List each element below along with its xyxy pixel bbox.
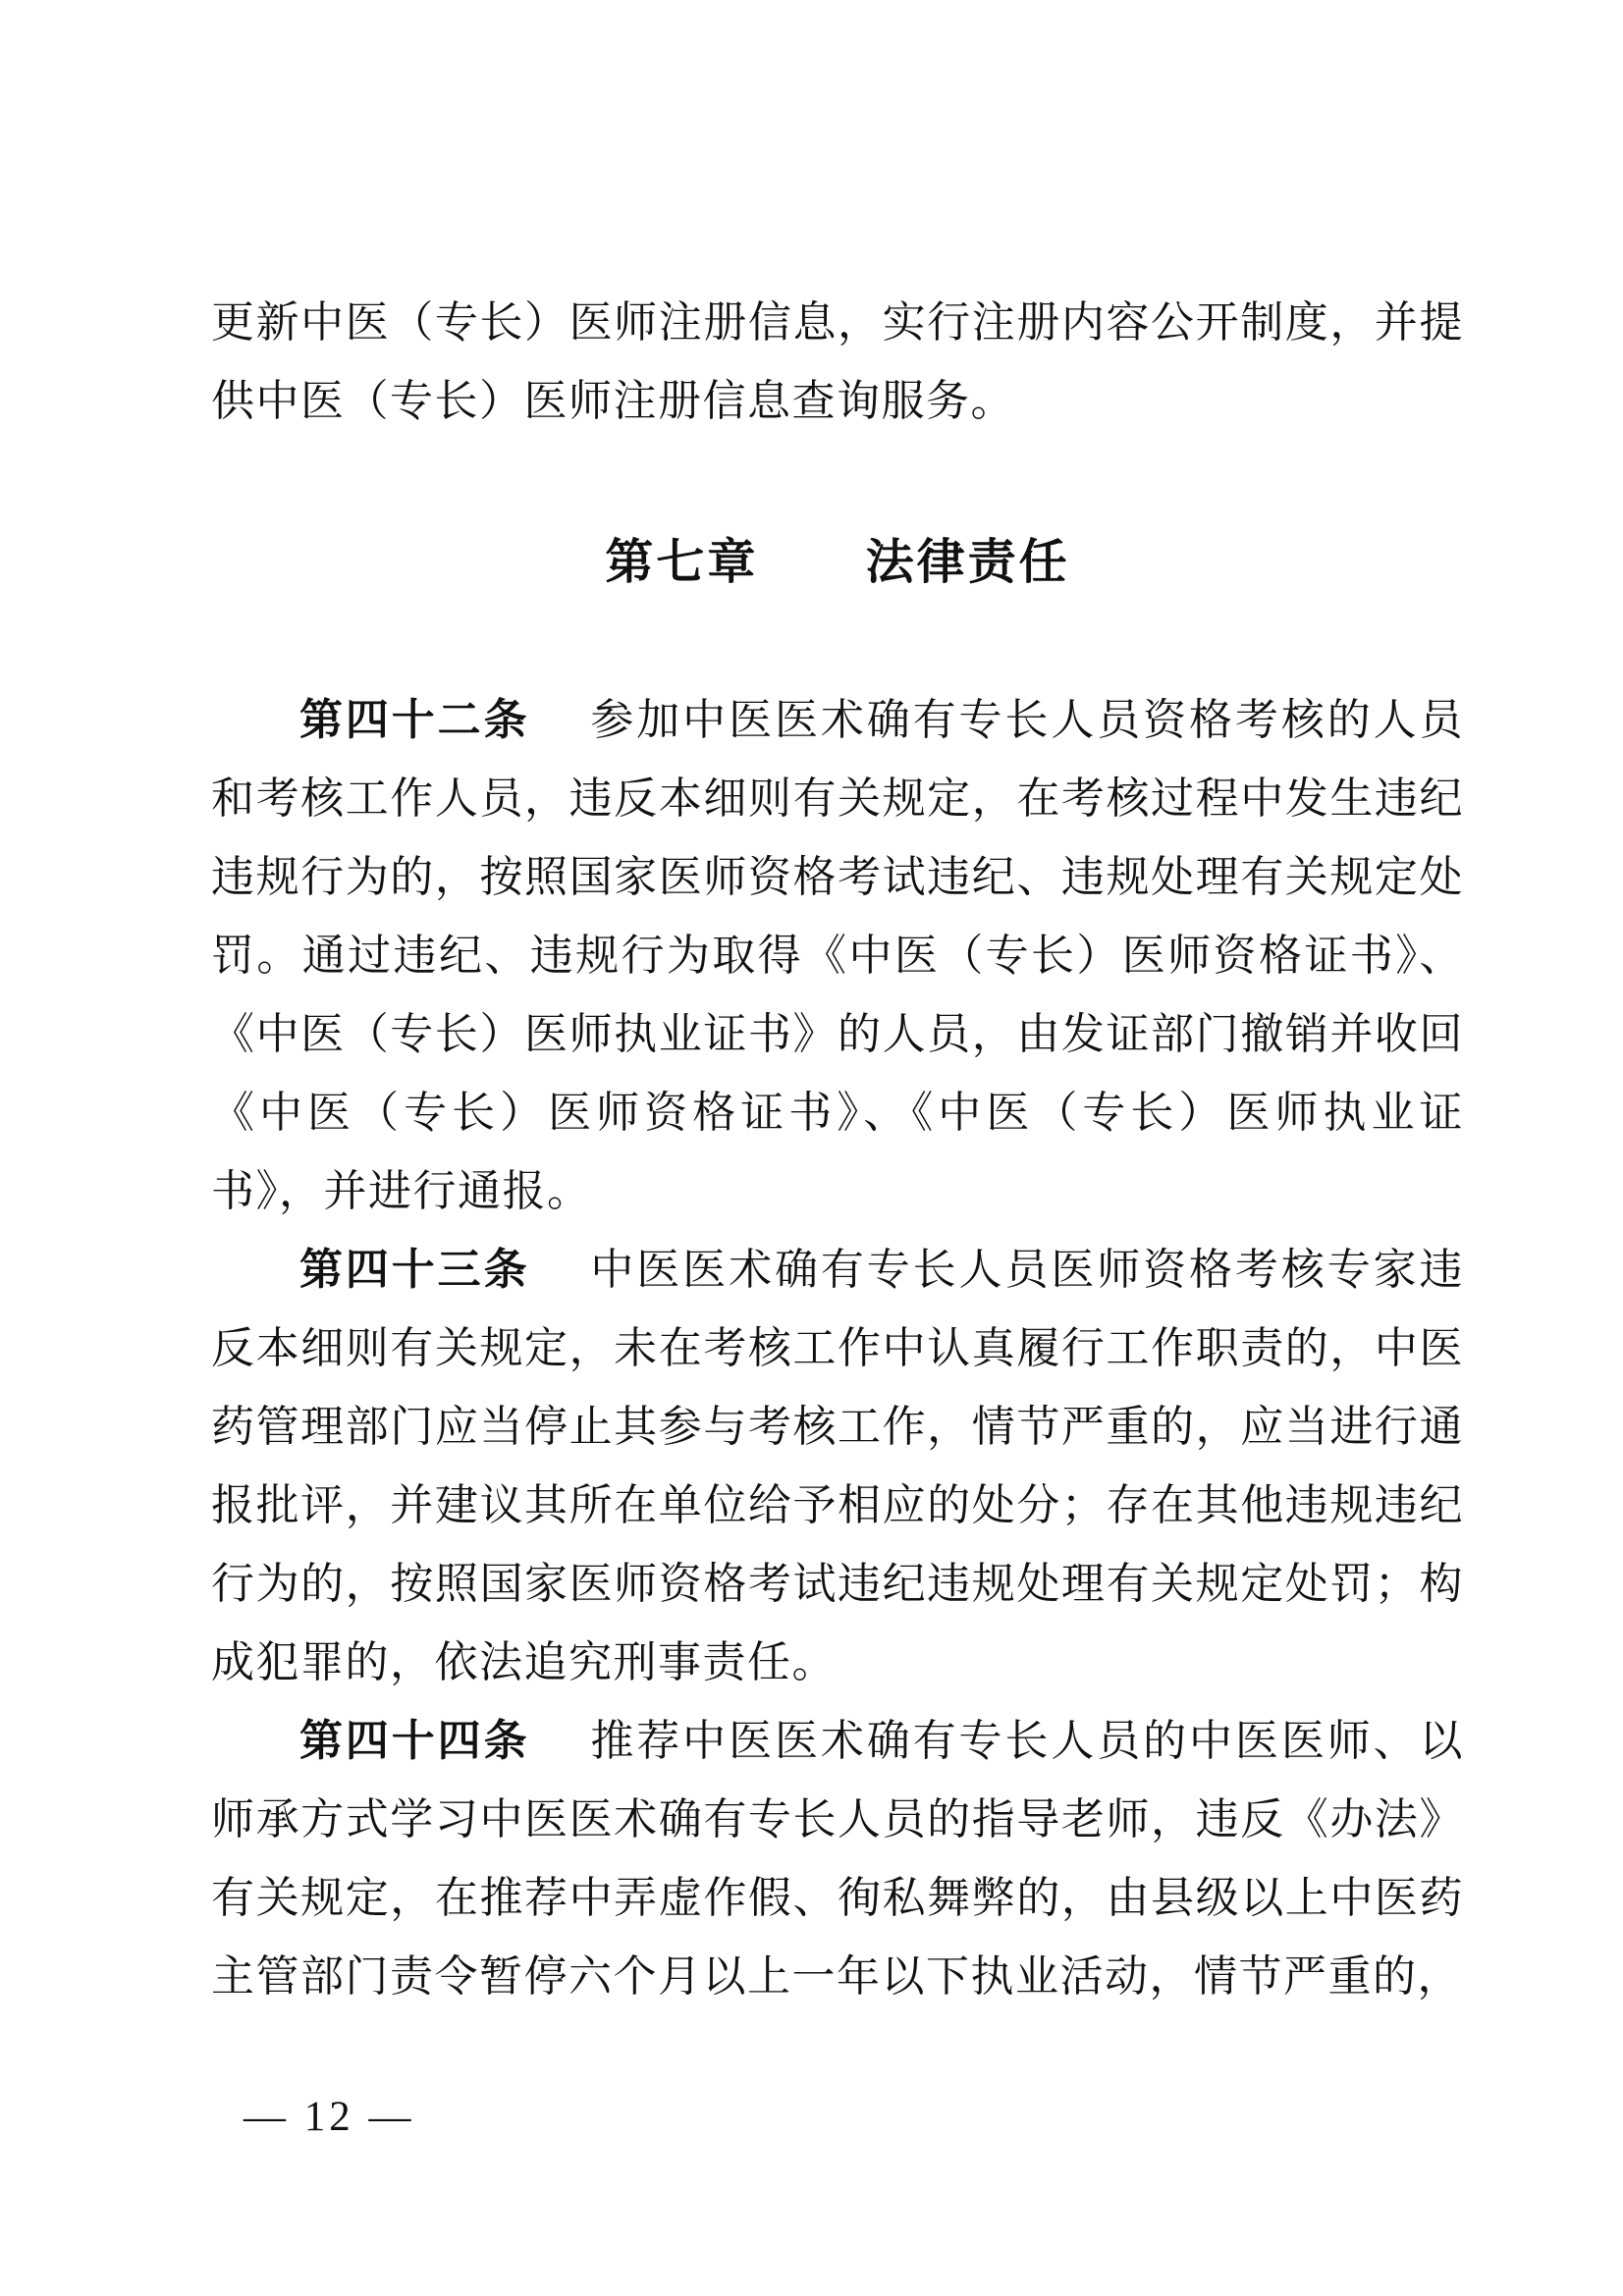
article-43 bbox=[211, 1231, 1464, 1702]
article-42-text: 参加中医医术确有专长人员资格考核的人员和考核工作人员，违反本细则有关规定，在考核过程中发生违纪违规行为的，按照国家医师资格考试违纪、违规处理有关规定处罚。通过违纪、违规行为取得《中医（专长）医师资格证书》、《中医（专长）医师执业证书》的人员，由发证部门撤销并收回《中医（专长）医师资格证书》、《中医（专长）医师执业证书》，并进行通报。 bbox=[211, 696, 1465, 1215]
article-44-text: 推荐中医医术确有专长人员的中医医师、以师承方式学习中医医术确有专长人员的指导老师，违反《办法》有关规定，在推荐中弄虚作假、徇私舞弊的，由县级以上中医药主管部门责令暂停六个月以上一年以下执业活动，情节严重的， bbox=[211, 1717, 1465, 2001]
article-43-label: 第四十三条 bbox=[299, 1246, 530, 1294]
page-number: — 12 — bbox=[243, 2094, 415, 2140]
chapter-heading bbox=[211, 535, 1464, 590]
article-44 bbox=[211, 1702, 1464, 2016]
article-43-text: 中医医术确有专长人员医师资格考核专家违反本细则有关规定，未在考核工作中认真履行工作职责的，中医药管理部门应当停止其参与考核工作，情节严重的，应当进行通报批评，并建议其所在单位给予相应的处分；存在其他违规违纪行为的，按照国家医师资格考试违纪违规处理有关规定处罚；构成犯罪的，依法追究刑事责任。 bbox=[211, 1246, 1465, 1686]
article-44-label: 第四十四条 bbox=[299, 1717, 530, 1765]
text-column bbox=[211, 284, 1464, 2016]
paragraph-intro-text: 更新中医（专长）医师注册信息，实行注册内容公开制度，并提供中医（专长）医师注册信息查询服务。 bbox=[211, 298, 1464, 425]
paragraph-intro bbox=[211, 284, 1464, 441]
chapter-number: 第七章 bbox=[605, 535, 759, 589]
chapter-title: 法律责任 bbox=[865, 535, 1070, 589]
article-42 bbox=[211, 681, 1464, 1231]
article-42-label: 第四十二条 bbox=[299, 696, 530, 744]
